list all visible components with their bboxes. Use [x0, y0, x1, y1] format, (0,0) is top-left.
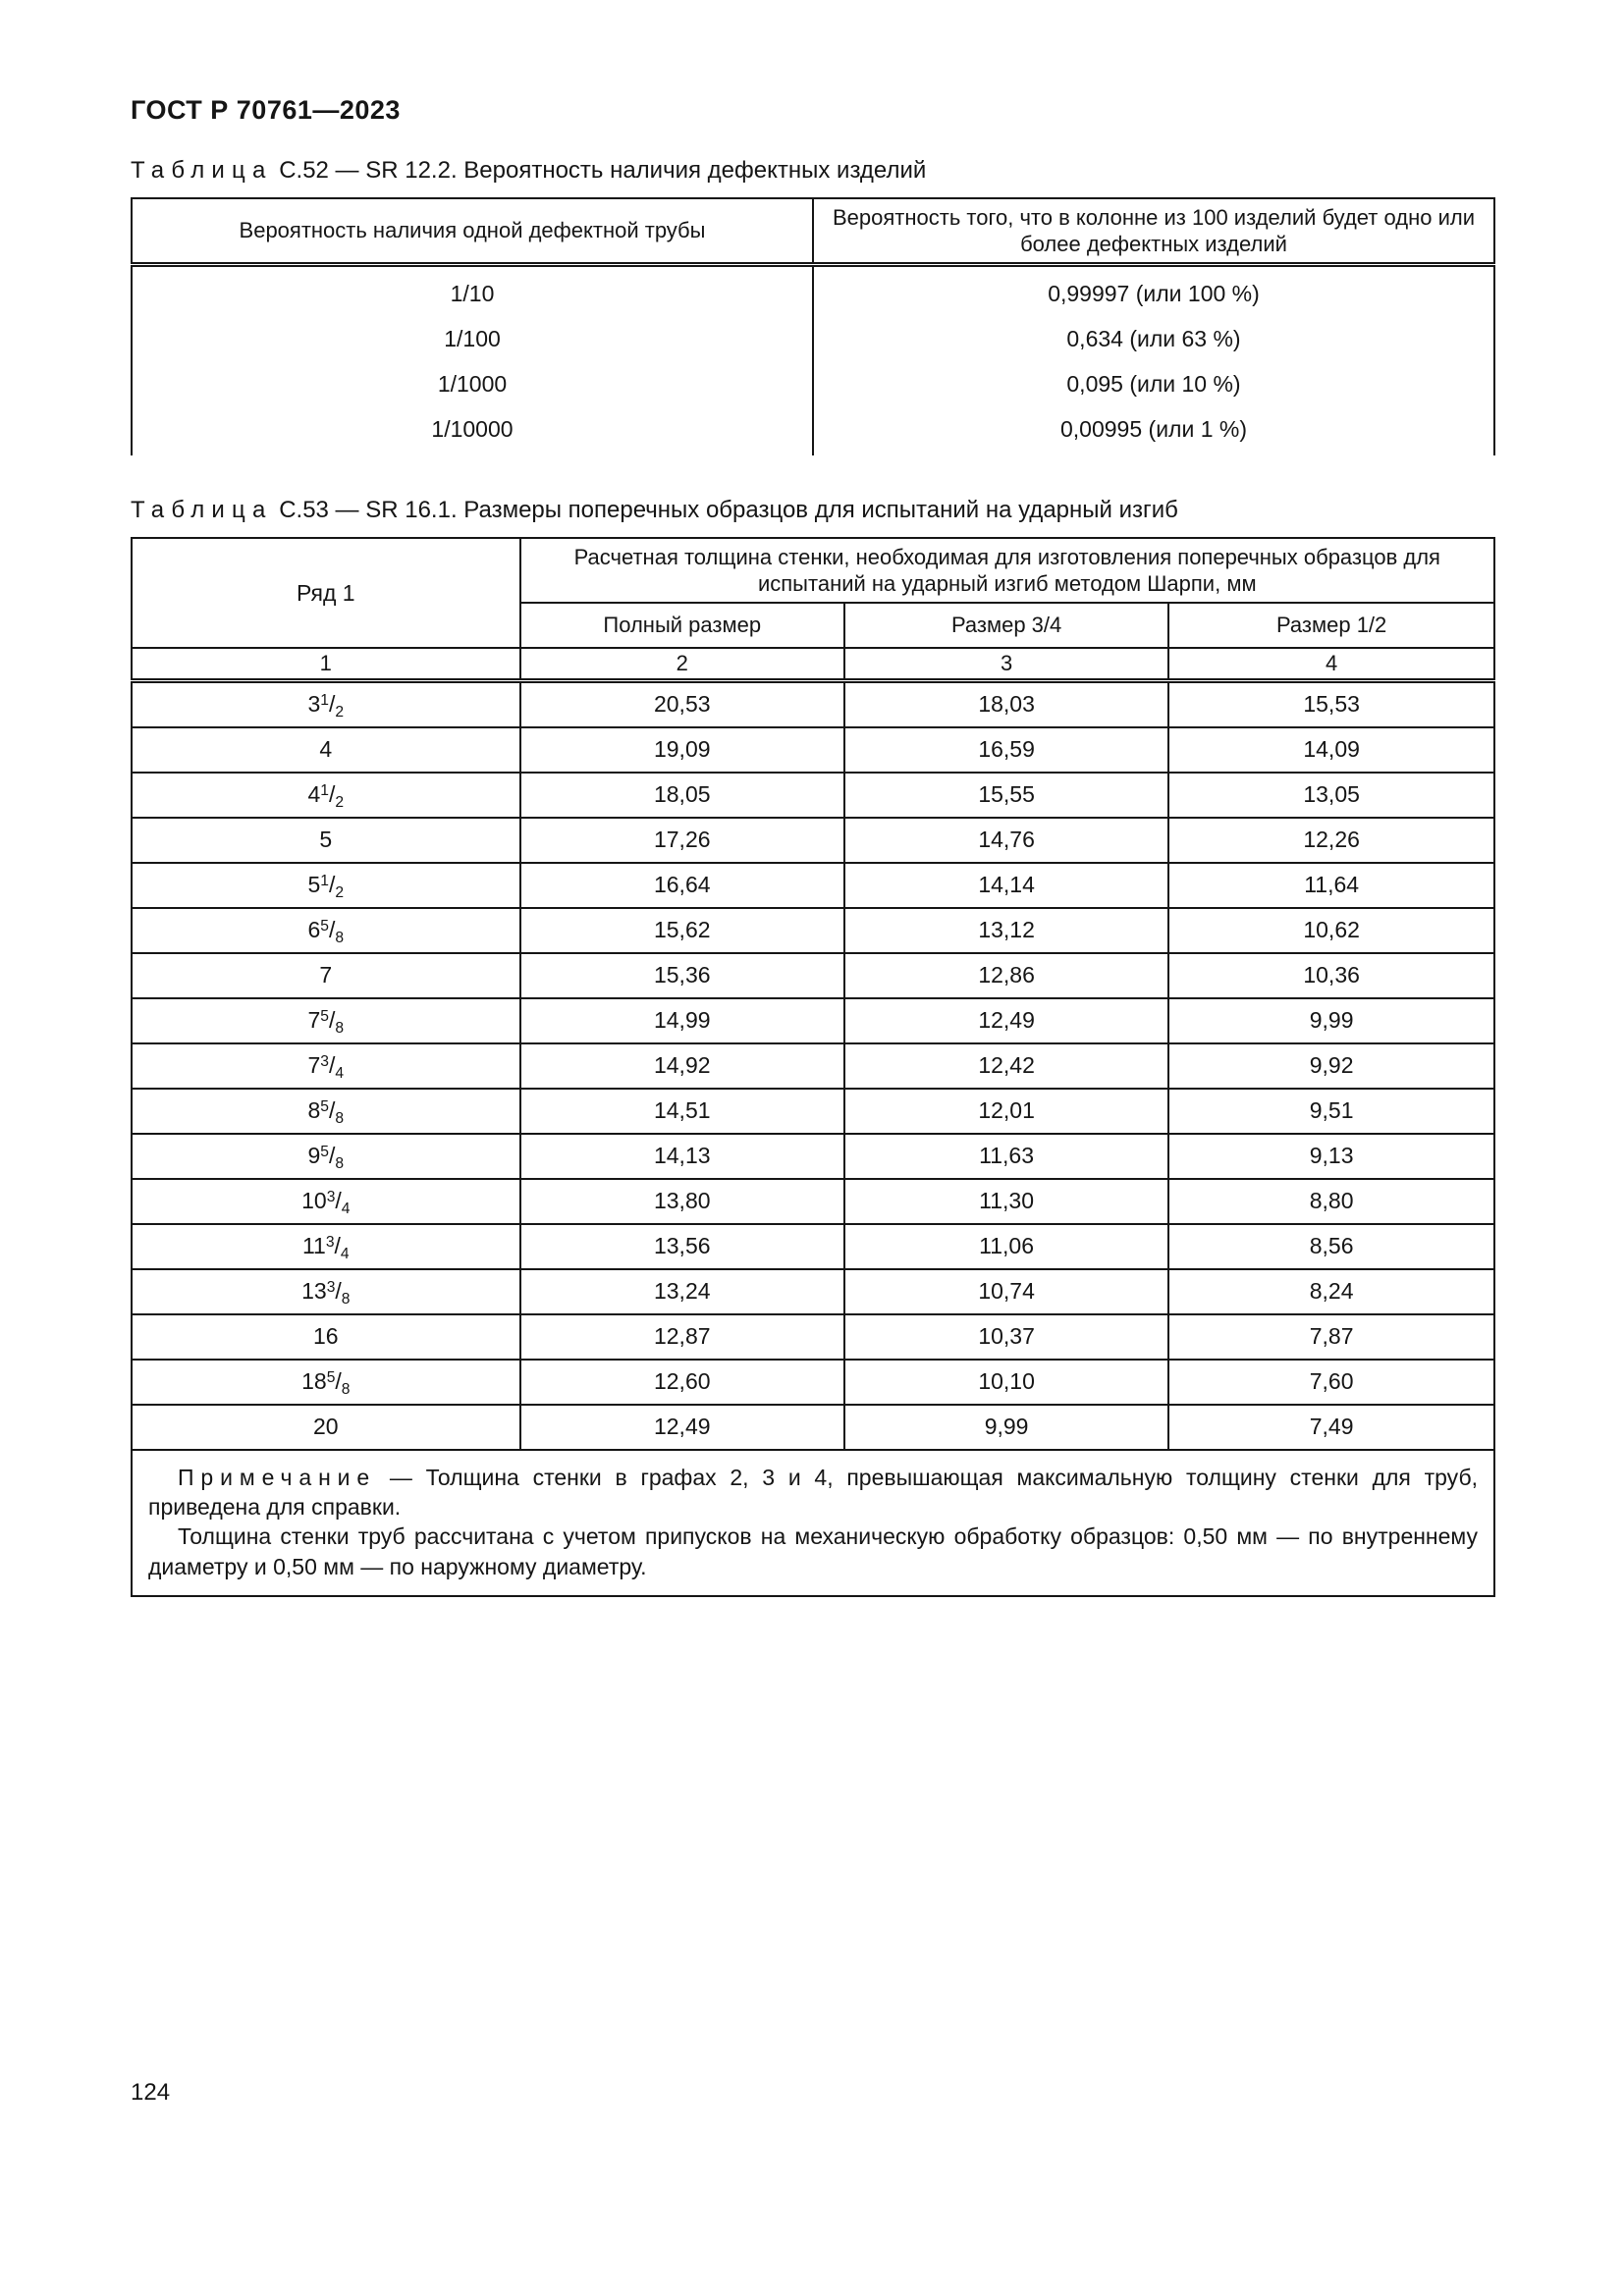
column-number-2: 2: [520, 648, 844, 680]
full-size-cell: 16,64: [520, 863, 844, 908]
table-row: [132, 1314, 1494, 1360]
table-row: [132, 998, 1494, 1043]
table-note: [132, 1450, 1494, 1596]
size-1-2-cell: 9,92: [1168, 1043, 1494, 1089]
probability-cell: 1/100: [132, 316, 813, 361]
column-number-3: 3: [844, 648, 1168, 680]
size-3-4-cell: 11,30: [844, 1179, 1168, 1224]
size-3-4-cell: 12,86: [844, 953, 1168, 998]
size-1-2-cell: 12,26: [1168, 818, 1494, 863]
full-size-cell: 14,99: [520, 998, 844, 1043]
table-row: [132, 1089, 1494, 1134]
note-paragraph-1: [148, 1463, 1478, 1522]
pipe-size-cell: $5^1/_2$: [132, 863, 520, 908]
table-row: [132, 680, 1494, 727]
table-row: [132, 1360, 1494, 1405]
column-probability-cell: 0,99997 (или 100 %): [813, 265, 1494, 317]
table-row: [132, 1405, 1494, 1450]
document-number: ГОСТ Р 70761—2023: [131, 95, 401, 125]
size-3-4-cell: 11,06: [844, 1224, 1168, 1269]
table-row: [132, 265, 1494, 317]
pipe-size-cell: 16: [132, 1314, 520, 1360]
table2-caption-text: С.53 — SR 16.1. Размеры поперечных образцов для испытаний на ударный изгиб: [279, 497, 1178, 523]
table1-col1-header: Вероятность наличия одной дефектной трубы: [132, 198, 813, 265]
table-row: [132, 908, 1494, 953]
size-1-2-cell: 8,56: [1168, 1224, 1494, 1269]
table2-row1-header: Ряд 1: [132, 538, 520, 648]
column-probability-cell: 0,00995 (или 1 %): [813, 406, 1494, 455]
column-number-1: 1: [132, 648, 520, 680]
size-1-2-cell: 10,36: [1168, 953, 1494, 998]
table2-note-row: [132, 1450, 1494, 1596]
size-3-4-cell: 12,49: [844, 998, 1168, 1043]
pipe-size-cell: $18^5/_8$: [132, 1360, 520, 1405]
table-row: [132, 316, 1494, 361]
table1-col2-header: Вероятность того, что в колонне из 100 изделий будет одно или более дефектных изделий: [813, 198, 1494, 265]
size-3-4-cell: 10,10: [844, 1360, 1168, 1405]
table2-caption-word: Таблица: [131, 497, 273, 523]
size-3-4-cell: 11,63: [844, 1134, 1168, 1179]
size-3-4-cell: 15,55: [844, 773, 1168, 818]
full-size-cell: 19,09: [520, 727, 844, 773]
size-1-2-cell: 7,87: [1168, 1314, 1494, 1360]
pipe-size-cell: $13^3/_8$: [132, 1269, 520, 1314]
table1-caption-word: Таблица: [131, 157, 273, 184]
size-1-2-cell: 9,13: [1168, 1134, 1494, 1179]
size-1-2-cell: 7,49: [1168, 1405, 1494, 1450]
charpy-specimen-table: [131, 537, 1495, 1597]
table-row: [132, 773, 1494, 818]
table-row: [132, 863, 1494, 908]
note-paragraph-2: Толщина стенки труб рассчитана с учетом припусков на механическую обработку образцов: 0,50 мм — по внутреннему диаметру и 0,50 мм — по наружному диаметру.: [148, 1523, 1478, 1579]
pipe-size-cell: $3^1/_2$: [132, 680, 520, 727]
table1-header-row: [132, 198, 1494, 265]
table1-caption-text: С.52 — SR 12.2. Вероятность наличия дефектных изделий: [279, 157, 927, 184]
table-row: [132, 1179, 1494, 1224]
column-number-4: 4: [1168, 648, 1494, 680]
size-3-4-cell: 18,03: [844, 680, 1168, 727]
pipe-size-cell: 5: [132, 818, 520, 863]
table1-body: [132, 265, 1494, 456]
table2-header-row-1: [132, 538, 1494, 603]
size-1-2-cell: 7,60: [1168, 1360, 1494, 1405]
size-1-2-cell: 8,24: [1168, 1269, 1494, 1314]
pipe-size-cell: 7: [132, 953, 520, 998]
probability-cell: 1/10000: [132, 406, 813, 455]
size-1-2-cell: 9,99: [1168, 998, 1494, 1043]
size-1-2-cell: 10,62: [1168, 908, 1494, 953]
pipe-size-cell: $9^5/_8$: [132, 1134, 520, 1179]
pipe-size-cell: $6^5/_8$: [132, 908, 520, 953]
size-1-2-cell: 11,64: [1168, 863, 1494, 908]
table1-caption: [131, 157, 1495, 185]
size-1-2-cell: 15,53: [1168, 680, 1494, 727]
table2-body: [132, 680, 1494, 1450]
table-row: [132, 1134, 1494, 1179]
size-1-2-cell: 14,09: [1168, 727, 1494, 773]
column-probability-cell: 0,634 (или 63 %): [813, 316, 1494, 361]
full-size-cell: 14,13: [520, 1134, 844, 1179]
full-size-cell: 18,05: [520, 773, 844, 818]
table2-subheader-full: Полный размер: [520, 603, 844, 648]
table-row: [132, 361, 1494, 406]
table2-subheader-1-2: Размер 1/2: [1168, 603, 1494, 648]
table2-column-number-row: [132, 648, 1494, 680]
size-3-4-cell: 14,76: [844, 818, 1168, 863]
size-3-4-cell: 12,01: [844, 1089, 1168, 1134]
full-size-cell: 15,62: [520, 908, 844, 953]
note-label: Примечание: [178, 1464, 377, 1490]
full-size-cell: 15,36: [520, 953, 844, 998]
pipe-size-cell: $7^5/_8$: [132, 998, 520, 1043]
column-probability-cell: 0,095 (или 10 %): [813, 361, 1494, 406]
page-number: 124: [131, 2079, 171, 2106]
size-1-2-cell: 13,05: [1168, 773, 1494, 818]
pipe-size-cell: $4^1/_2$: [132, 773, 520, 818]
size-3-4-cell: 9,99: [844, 1405, 1168, 1450]
full-size-cell: 12,60: [520, 1360, 844, 1405]
table-row: [132, 1269, 1494, 1314]
full-size-cell: 14,92: [520, 1043, 844, 1089]
probability-cell: 1/10: [132, 265, 813, 317]
full-size-cell: 13,56: [520, 1224, 844, 1269]
full-size-cell: 12,49: [520, 1405, 844, 1450]
full-size-cell: 20,53: [520, 680, 844, 727]
defect-probability-table: [131, 197, 1495, 455]
table-row: [132, 727, 1494, 773]
pipe-size-cell: 4: [132, 727, 520, 773]
size-3-4-cell: 14,14: [844, 863, 1168, 908]
full-size-cell: 12,87: [520, 1314, 844, 1360]
full-size-cell: 13,80: [520, 1179, 844, 1224]
table-row: [132, 1043, 1494, 1089]
pipe-size-cell: 20: [132, 1405, 520, 1450]
table-row: [132, 953, 1494, 998]
pipe-size-cell: $7^3/_4$: [132, 1043, 520, 1089]
table-row: [132, 1224, 1494, 1269]
table-row: [132, 406, 1494, 455]
full-size-cell: 14,51: [520, 1089, 844, 1134]
size-3-4-cell: 13,12: [844, 908, 1168, 953]
probability-cell: 1/1000: [132, 361, 813, 406]
page-content: [131, 0, 1495, 1597]
size-1-2-cell: 8,80: [1168, 1179, 1494, 1224]
table-row: [132, 818, 1494, 863]
size-3-4-cell: 12,42: [844, 1043, 1168, 1089]
size-3-4-cell: 10,37: [844, 1314, 1168, 1360]
size-3-4-cell: 16,59: [844, 727, 1168, 773]
size-3-4-cell: 10,74: [844, 1269, 1168, 1314]
table2-caption: [131, 497, 1495, 524]
full-size-cell: 13,24: [520, 1269, 844, 1314]
size-1-2-cell: 9,51: [1168, 1089, 1494, 1134]
note-text-1: — Толщина стенки в графах 2, 3 и 4, превышающая максимальную толщину стенки для труб, приведена для справки.: [148, 1464, 1479, 1520]
table2-subheader-3-4: Размер 3/4: [844, 603, 1168, 648]
table2-span-header: Расчетная толщина стенки, необходимая для изготовления поперечных образцов для испытаний на ударный изгиб методом Шарпи, мм: [520, 538, 1494, 603]
pipe-size-cell: $11^3/_4$: [132, 1224, 520, 1269]
full-size-cell: 17,26: [520, 818, 844, 863]
pipe-size-cell: $10^3/_4$: [132, 1179, 520, 1224]
pipe-size-cell: $8^5/_8$: [132, 1089, 520, 1134]
